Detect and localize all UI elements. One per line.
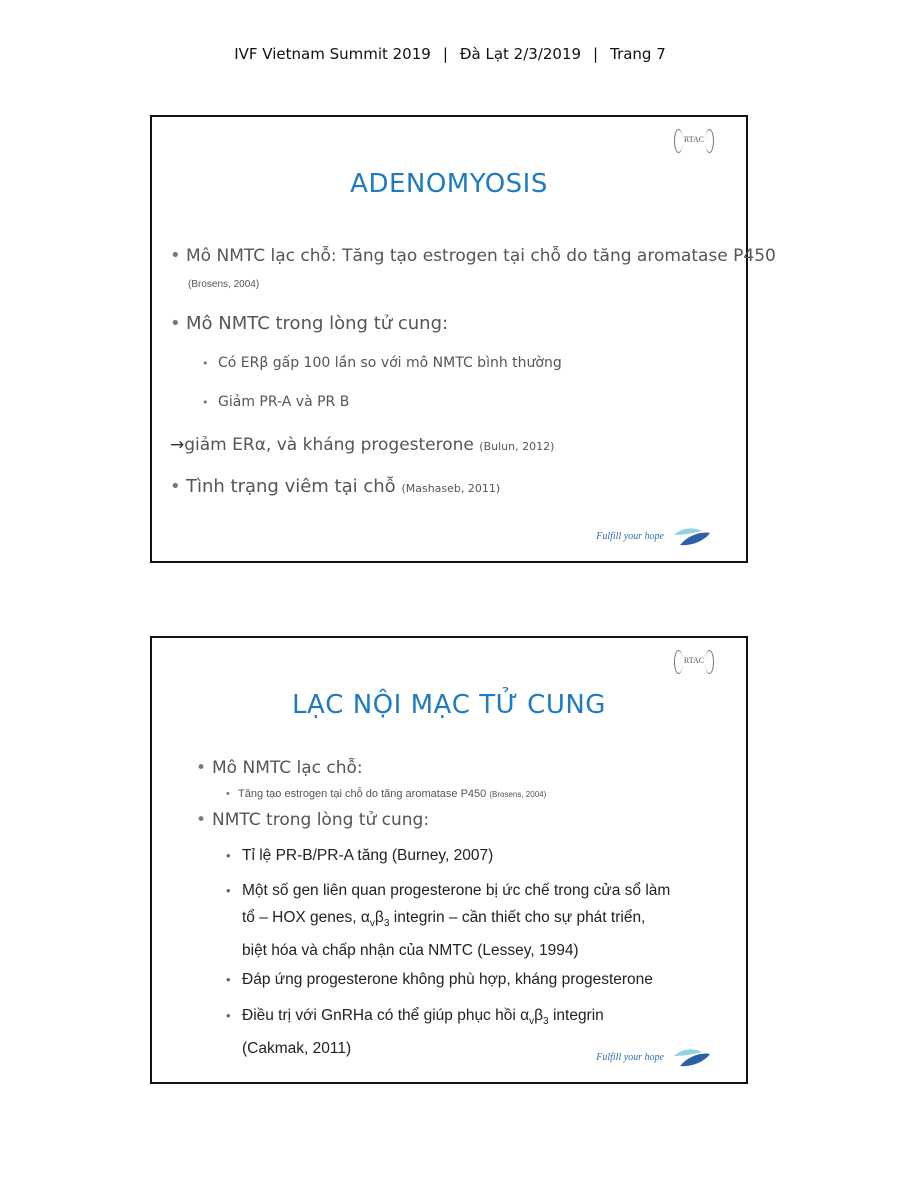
sub-bullet-item xyxy=(226,788,546,800)
bullet-dot-icon: • xyxy=(170,245,181,266)
text-segment: β xyxy=(534,1007,544,1024)
slide-title: ADENOMYOSIS xyxy=(350,169,548,199)
rtac-logo: RTAC xyxy=(676,650,712,674)
bullet-text: NMTC trong lòng tử cung: xyxy=(212,810,430,830)
subscript: 3 xyxy=(383,918,390,930)
sub-bullet-item xyxy=(202,355,562,371)
bullet-text: Mô NMTC lạc chỗ: Tăng tạo estrogen tại chỗ do tăng aromatase P450 xyxy=(186,246,776,266)
text-segment: integrin xyxy=(548,1007,604,1024)
leaf-logo-icon xyxy=(672,1046,712,1068)
header-event: IVF Vietnam Summit 2019 xyxy=(234,45,431,63)
sub-bullet-text: Giảm PR-A và PR B xyxy=(218,394,350,410)
list-item xyxy=(226,1002,604,1062)
bullet-text: Tình trạng viêm tại chỗ xyxy=(186,476,396,497)
header-page-number: Trang 7 xyxy=(610,45,666,63)
bullet-dot-icon: • xyxy=(202,357,209,370)
list-item xyxy=(226,966,653,993)
bullet-dot-icon: • xyxy=(170,313,181,334)
header-separator: | xyxy=(593,45,599,63)
bullet-dot-icon: • xyxy=(226,788,230,800)
footer-logo xyxy=(596,1046,712,1068)
bullet-dot-icon: • xyxy=(202,396,209,409)
subscript: v xyxy=(369,918,375,930)
arrow-text: giảm ERα, và kháng progesterone xyxy=(184,435,474,455)
text-segment: β xyxy=(374,909,384,926)
text-segment: Điều trị với GnRHa có thể giúp phục hồi α xyxy=(242,1007,530,1024)
sub-bullet-text: Có ERβ gấp 100 lần so với mô NMTC bình thường xyxy=(218,355,562,371)
subscript: 3 xyxy=(543,1016,549,1028)
leaf-logo-icon xyxy=(672,525,712,547)
bullet-dot-icon: • xyxy=(226,848,231,863)
tagline: Fulfill your hope xyxy=(596,1051,664,1063)
rtac-logo: RTAC xyxy=(676,129,712,153)
list-item xyxy=(226,842,493,869)
bullet-dot-icon: • xyxy=(170,476,181,497)
slide-title: LẠC NỘI MẠC TỬ CUNG xyxy=(292,690,606,720)
tagline: Fulfill your hope xyxy=(596,530,664,542)
citation: (Mashaseb, 2011) xyxy=(401,482,501,495)
bullet-dot-icon: • xyxy=(226,883,231,898)
footer-logo xyxy=(596,525,712,547)
arrow-line xyxy=(170,435,554,455)
list-item-text: Một số gen liên quan progesterone bị ức chế trong cửa sổ làm xyxy=(242,882,671,899)
bullet-item xyxy=(196,810,429,830)
subscript: v xyxy=(529,1016,535,1028)
page-header xyxy=(0,45,900,63)
list-item-continuation: biệt hóa và chấp nhận của NMTC (Lessey, 1994) xyxy=(242,942,579,960)
bullet-item xyxy=(170,313,448,334)
text-segment: tổ – HOX genes, α xyxy=(242,909,370,926)
text-segment: integrin – cần thiết cho sự phát triển, xyxy=(389,909,646,926)
list-item-continuation xyxy=(226,904,670,937)
header-location-date: Đà Lạt 2/3/2019 xyxy=(459,45,582,63)
slide-lac-noi-mac-tu-cung xyxy=(150,636,748,1084)
list-item xyxy=(226,877,670,964)
sub-bullet-text: Tăng tạo estrogen tại chỗ do tăng aromatase P450 xyxy=(238,788,487,800)
citation: (Brosens, 2004) xyxy=(489,790,547,799)
list-item-text: Đáp ứng progesterone không phù hợp, kháng progesterone xyxy=(242,971,653,988)
bullet-dot-icon: • xyxy=(226,972,231,987)
header-separator: | xyxy=(442,45,448,63)
bullet-dot-icon: • xyxy=(196,810,207,830)
sub-bullet-item xyxy=(202,394,349,410)
citation: (Brosens, 2004) xyxy=(188,279,260,290)
bullet-text: Mô NMTC lạc chỗ: xyxy=(212,758,363,778)
list-item-continuation: (Cakmak, 2011) xyxy=(242,1040,352,1058)
slide-adenomyosis xyxy=(150,115,776,563)
bullet-dot-icon: • xyxy=(196,758,207,778)
bullet-item xyxy=(170,476,500,497)
bullet-item xyxy=(196,758,363,778)
arrow-icon: → xyxy=(170,435,185,455)
bullet-dot-icon: • xyxy=(226,1008,231,1023)
list-item-text: Tỉ lệ PR-B/PR-A tăng (Burney, 2007) xyxy=(242,847,494,864)
citation: (Bulun, 2012) xyxy=(479,440,555,453)
bullet-item xyxy=(170,245,776,266)
bullet-text: Mô NMTC trong lòng tử cung: xyxy=(186,313,449,334)
